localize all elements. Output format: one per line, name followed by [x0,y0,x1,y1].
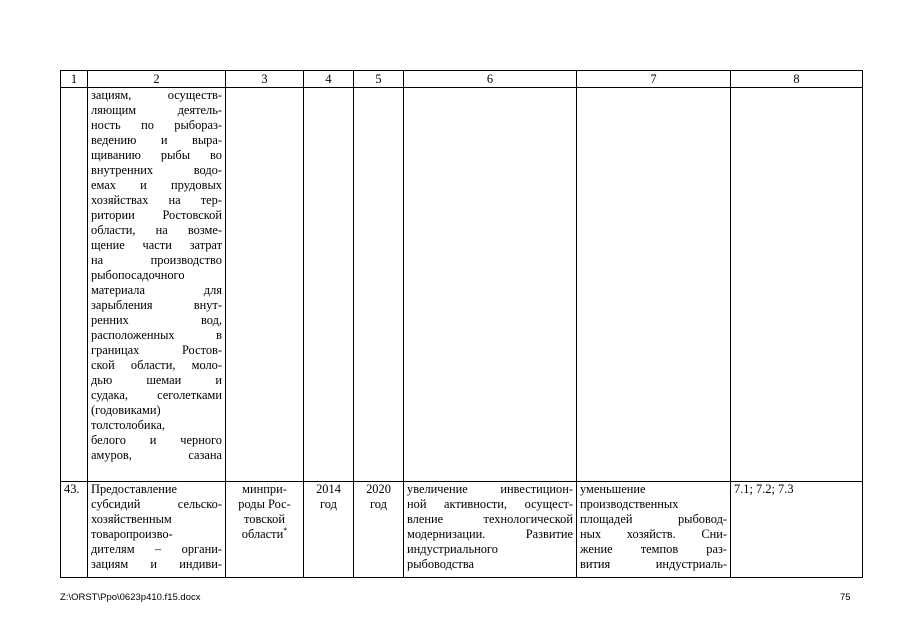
text-line: на производство [91,253,222,267]
header-col-3: 3 [226,71,304,88]
cell-consequence [577,88,731,482]
header-col-8: 8 [731,71,863,88]
text-line: товской [244,512,285,526]
text-line: судака, сеголетками [91,388,222,402]
text-line: белого и черного [91,433,222,447]
text-line: ритории Ростовской [91,208,222,222]
text-line: товаропроизво- [91,527,173,541]
text-line: материала для [91,283,222,297]
cell-start [304,482,354,578]
table-row-43 [61,482,863,578]
text-line: ренних вод, [91,313,222,327]
text-line: ской области, моло- [91,358,222,372]
text-line: субсидий сельско- [91,497,222,511]
cell-end [354,88,404,482]
text-line: вития индустриаль- [580,557,727,571]
text-line: зациям, осуществ- [91,88,222,102]
table-row-continuation [61,88,863,482]
text-line: амуров, сазана [91,448,222,462]
header-col-6: 6 [404,71,577,88]
text-line: ных хозяйств. Сни- [580,527,727,541]
measures-table [60,70,863,578]
text-line: жение темпов раз- [580,542,727,556]
header-col-7: 7 [577,71,731,88]
header-col-4: 4 [304,71,354,88]
header-col-5: 5 [354,71,404,88]
cell-end [354,482,404,578]
text-line: зарыбления внут- [91,298,222,312]
text-line: год [320,497,337,511]
text-line: дителям – органи- [91,542,222,556]
header-col-2: 2 [88,71,226,88]
text-line: (годовиками) [91,403,161,417]
cell-result [404,88,577,482]
text-line: хозяйственным [91,512,172,526]
text-line: щение части затрат [91,238,222,252]
cell-executor [226,88,304,482]
header-row [61,71,863,88]
text-line: Предоставление [91,482,177,496]
cell-description [88,482,226,578]
footer-file-path: Z:\ORST\Ppo\0623p410.f15.docx [60,592,201,603]
text-line: щиванию рыбы во [91,148,222,162]
cell-link [731,88,863,482]
text-line: год [370,497,387,511]
text-line: зациям и индиви- [91,557,222,571]
footnote-mark: * [283,527,288,535]
text-line: ведению и выра- [91,133,222,147]
text-line: роды Рос- [238,497,291,511]
text-line: вление технологической [407,512,573,526]
text-line: хозяйствах на тер- [91,193,222,207]
text-line: 2014 [316,482,341,496]
text-line: расположенных в [91,328,222,342]
text-line: площадей рыбовод- [580,512,727,526]
cell-consequence [577,482,731,578]
cell-link: 7.1; 7.2; 7.3 [731,482,863,578]
text-line: ляющим деятель- [91,103,222,117]
text-line: рыбопосадочного [91,268,185,282]
text-line: увеличение инвестицион- [407,482,573,496]
text-line: дью шемаи и [91,373,222,387]
text-line: модернизации. Развитие [407,527,573,541]
cell-num: 43. [61,482,88,578]
text-line: границах Ростов- [91,343,222,357]
text-line: уменьшение [580,482,646,496]
header-col-1: 1 [61,71,88,88]
cell-num [61,88,88,482]
cell-result [404,482,577,578]
text-line: области* [241,527,288,541]
text-line: минпри- [242,482,287,496]
text-line: индустриального [407,542,498,556]
text-line: рыбоводства [407,557,475,571]
footer-page-number: 75 [840,592,851,603]
text-line: ность по рыбораз- [91,118,222,132]
cell-description [88,88,226,482]
text-line: ной активности, осущест- [407,497,573,511]
text-line: внутренних водо- [91,163,222,177]
text-line: 2020 [366,482,391,496]
cell-start [304,88,354,482]
text-line: емах и прудовых [91,178,222,192]
cell-executor [226,482,304,578]
text-line: производственных [580,497,679,511]
text-line: толстолобика, [91,418,165,432]
text-line: области, на возме- [91,223,222,237]
